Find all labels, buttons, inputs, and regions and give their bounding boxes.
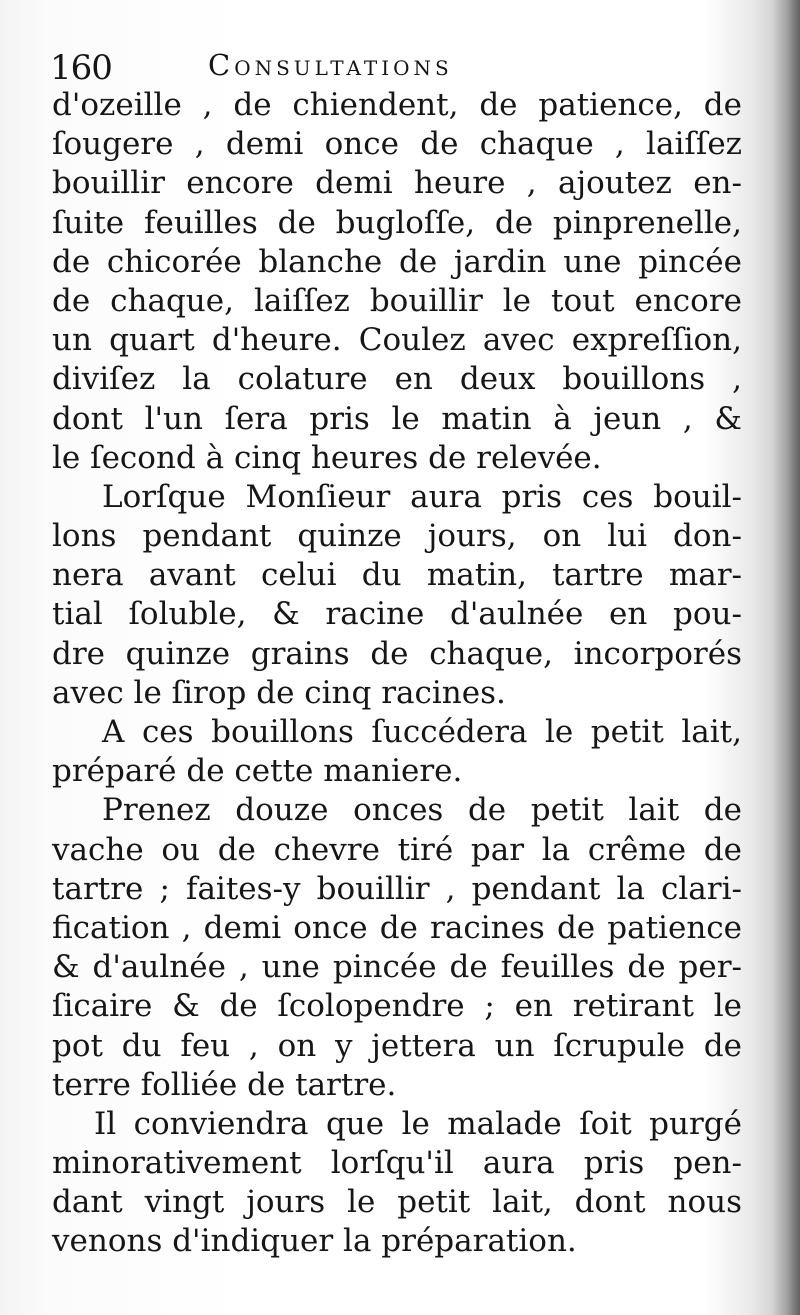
running-head — [48, 44, 748, 88]
text-line: d'ozeille , de chiendent, de patience, de — [52, 87, 742, 123]
text-line: de chaque, laiſſez bouillir le tout encore — [52, 282, 742, 319]
paragraph-start-line: Prenez douze onces de petit lait de — [102, 792, 742, 829]
text-line: terre folliée de tartre. — [52, 1066, 397, 1103]
text-line: dant vingt jours le petit lait, dont nous — [52, 1184, 742, 1221]
text-line: avec le ſirop de cinq racines. — [52, 674, 506, 711]
text-line: le ſecond à cinq heures de relevée. — [52, 439, 602, 476]
text-line: diviſez la colature en deux bouillons , — [52, 361, 742, 398]
text-line: & d'aulnée , une pincée de feuilles de per- — [52, 949, 742, 986]
text-line: tartre ; faites-y bouillir , pendant la clari- — [52, 870, 742, 907]
paragraph-start-line: A ces bouillons ſuccédera le petit lait, — [102, 714, 742, 750]
text-line: minorativement lorſqu'il aura pris pen- — [52, 1145, 742, 1182]
text-line: lons pendant quinze jours, on lui don- — [52, 518, 742, 555]
text-line: ſougere , demi once de chaque , laiſſez — [52, 126, 742, 163]
running-title: Consultations — [208, 48, 453, 82]
text-line: dont l'un ſera pris le matin à jeun , & — [52, 400, 742, 437]
text-line: ſicaire & de ſcolopendre ; en retirant le — [52, 988, 742, 1025]
page-number: 160 — [50, 48, 112, 88]
text-line: préparé de cette maniere. — [52, 753, 463, 790]
text-line: venons d'indiquer la préparation. — [52, 1223, 577, 1260]
body-text — [52, 86, 742, 1262]
text-line: nera avant celui du matin, tartre mar- — [52, 557, 742, 594]
text-line: de chicorée blanche de jardin une pincée — [52, 243, 742, 280]
paragraph-start-line: Il conviendra que le malade ſoit purgé — [94, 1105, 742, 1142]
text-line: bouillir encore demi heure , ajoutez en- — [52, 165, 742, 202]
text-line: dre quinze grains de chaque, incorporés — [52, 635, 742, 672]
text-line: pot du feu , on y jettera un ſcrupule de — [52, 1027, 742, 1064]
page-gutter-shadow — [772, 0, 800, 1315]
text-line: vache ou de chevre tiré par la crême de — [52, 831, 742, 868]
paragraph-start-line: Lorſque Monſieur aura pris ces bouil- — [102, 478, 742, 515]
text-line: ſuite feuilles de bugloſſe, de pinprenelle, — [52, 204, 742, 241]
text-line: un quart d'heure. Coulez avec expreſſion, — [52, 322, 742, 359]
text-line: tial ſoluble, & racine d'aulnée en pou- — [52, 596, 742, 633]
text-line: fication , demi once de racines de patience — [52, 909, 742, 946]
